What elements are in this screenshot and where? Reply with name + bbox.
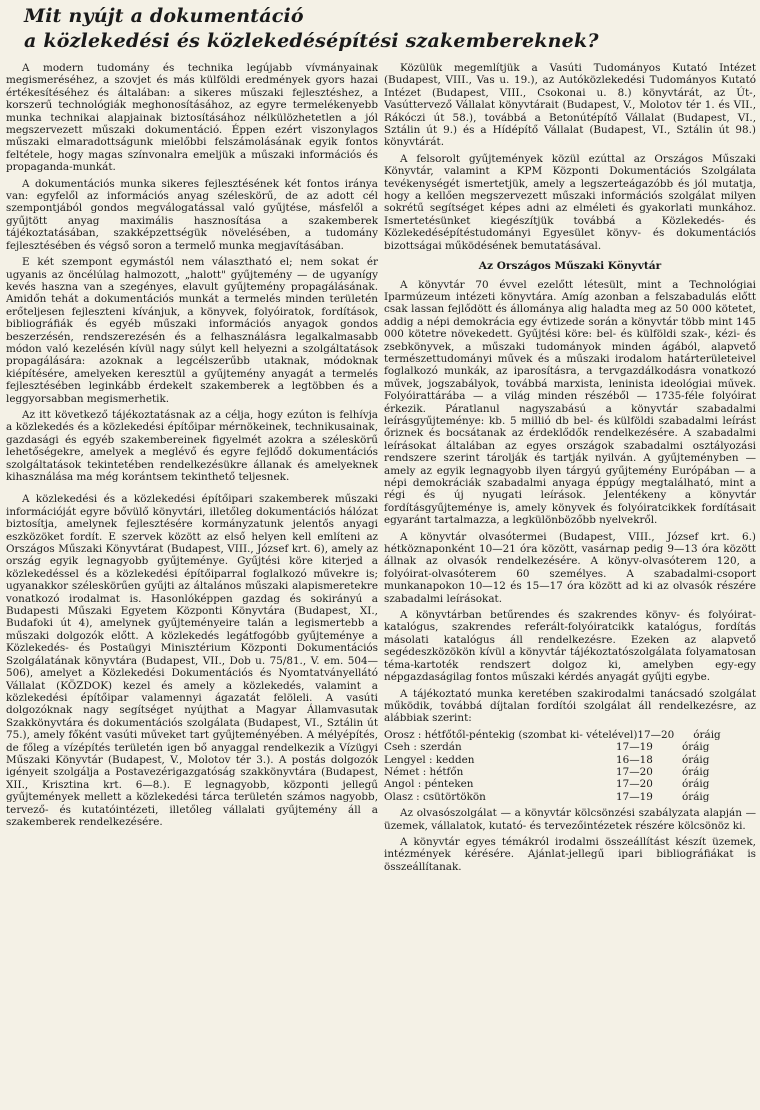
translation-schedule <box>384 729 756 803</box>
schedule-row <box>384 766 756 778</box>
schedule-tail: óráig <box>682 778 710 791</box>
schedule-day: Cseh : szerdán <box>384 741 462 754</box>
schedule-row <box>384 778 756 790</box>
schedule-hours: 17—19 <box>616 741 653 754</box>
schedule-row <box>384 729 756 741</box>
paragraph: A könyvtár 70 évvel ezelőtt létesült, mint a Technológiai Iparmúzeum intézeti könyvtára. Amíg azonban a felszabadulás előtt csak lassan fejlődött és állománya alig haladta meg az 50 000 kötetet, addig a népi demokrácia egy évtizede során a könyvtár több mint 145 000 kötetre növekedett. Gyűjtési köre: bel- és külföldi szak-, kézi- és zsebkönyvek, a műszaki tudományok minden ágából, alapvető természettudományi művek és a műszaki irodalom határterületeivel foglalkozó munkák, az iparosításra, a tervgazdálkodásra vonatkozó művek, jogszabályok, továbbá marxista, leninista ideológiai művek. Folyóirattárába — a világ minden részéből — 1735-féle folyóirat érkezik. Páratlanul nagyszabású a könyvtár szabadalmi leírásgyűjteménye: kb. 5 millió db bel- és külföldi szabadalmi leírást őriznek és bocsátanak az érdeklődők rendelkezésére. A szabadalmi leírásokat általában az egyes országok szabadalmi osztályozási rendszere szerint tárolják és tartják nyilván. A gyűjteményben — amely az egyik legnagyobb ilyen tárgyú gyűjtemény Európában — a népi demokráciák szabadalmi anyaga éppúgy megtalálható, mint a régi és új nyugati leírások. Jelentékeny a könyvtár fordításgyűjteménye is, amely könyvek és folyóiratcikkek fordításait egyaránt tartalmazza, a legkülönbözőbb nyelvekről. <box>384 278 756 527</box>
right-column <box>384 62 756 1106</box>
schedule-tail: óráig <box>693 728 721 741</box>
schedule-tail: óráig <box>682 753 710 766</box>
paragraph: Közülük megemlítjük a Vasúti Tudományos Kutató Intézet (Budapest, VIII., Vas u. 19.), az Autóközlekedési Tudományos Kutató Intézet (Budapest, VIII., Csokonai u. 8.) könyvtárát, az Út-, Vasúttervező Vállalat könyvtárait (Budapest, V., Molotov tér 1. és VII., Rákóczi út 58.), továbbá a Betonútépítő Vállalat (Budapest, VI., Sztálin út 9.) és a Hídépítő Vállalat (Budapest, VI., Sztálin út 98.) könyvtárát. <box>384 62 756 149</box>
schedule-hours: 17—19 <box>616 790 653 803</box>
section-heading: Az Országos Műszaki Könyvtár <box>478 260 662 273</box>
left-column <box>6 62 378 1106</box>
paragraph: A felsorolt gyűjtemények közül ezúttal az Országos Műszaki Könyvtár, valamint a KPM Központi Dokumentációs Szolgálata tevékenységét ismertetjük, amely a legszerteágazóbb és jól mutatja, hogy a kellően megszervezett műszaki információs szolgálat milyen sokrétű segítséget képes adni az elméleti és gyakorlati munkához. Ismertetésünket kiegészítjük továbbá a Közlekedés- és Közlekedésépítéstudományi Egyesület könyv- és dokumentációs bizottságai működésének bemutatásával. <box>384 152 756 252</box>
paragraph: A könyvtár olvasótermei (Budapest, VIII., József krt. 6.) hétköznaponként 10—21 óra között, vasárnap pedig 9—13 óra között állnak az olvasók rendelkezésére. A könyv-olvasóterem 120, a folyóirat-olvasóterem 60 személyes. A szabadalmi-csoport munkanapokon 10—12 és 15—17 óra között ad ki az olvasók részére szabadalmi leírásokat. <box>384 530 756 605</box>
schedule-day: Lengyel : kedden <box>384 753 475 766</box>
paragraph: A tájékoztató munka keretében szakirodalmi tanácsadó szolgálat működik, továbbá díjtalan fordítói szolgálat áll rendelkezésre, az alábbiak szerint: <box>384 687 756 725</box>
paragraph: A könyvtár egyes témákról irodalmi összeállítást készít üzemek, intézmények kérésére. Ajánlat-jellegű ipari bibliográfiákat is összeállítanak. <box>384 835 756 873</box>
schedule-day: Német : hétfőn <box>384 765 464 778</box>
schedule-tail: óráig <box>682 790 710 803</box>
paragraph: E két szempont egymástól nem választható el; nem sokat ér ugyanis az öncélúlag halmozott, „halott" gyűjtemény — de ugyanígy kevés haszna van a szegényes, elavult gyűjtemény propagálásának. Amidőn tehát a dokumentációs munkát a termelés minden területén erőteljesen fejleszteni kívánjuk, a könyvek, folyóiratok, fordítások, bibliográfiák és egyéb műszaki információs anyagok gondos beszerzésén, rendszerezésén és a felhasználásra legalkalmasabb módon való kezelésén kívül nagy súlyt kell helyezni a szolgáltatások propagálására: azoknak a legcélszerűbb utaknak, módoknak kiépítésére, amelyeken keresztül a gyűjtemény anyagát a termelés fejlesztésében leginkább érdekelt szakemberek a legtöbben és a leggyorsabban megismerhetik. <box>6 256 378 405</box>
article-title <box>24 4 744 54</box>
paragraph: A dokumentációs munka sikeres fejlesztésének két fontos iránya van: egyfelől az információs anyag széleskörű, de az adott cél szempontjából gondos megválogatással való gyűjtése, másfelől a gyűjtött anyag maximális hasznosítása a szakemberek tájékoztatásában, szakképzettségük növelésében, a tudomány fejlesztésében és végső soron a termelő munka megjavításában. <box>6 177 378 252</box>
paragraph: Az olvasószolgálat — a könyvtár kölcsönzési szabályzata alapján — üzemek, vállalatok, kutató- és tervezőintézetek részére kölcsönöz ki. <box>384 807 756 832</box>
paragraph: A könyvtárban betűrendes és szakrendes könyv- és folyóirat-katalógus, szakrendes referált-folyóiratcikk katalógus, fordítás másolati katalógus áll rendelkezésre. Ezeken az alapvető segédeszközökön kívül a könyvtár tájékoztatószolgálata folyamatosan téma-kartoték rendszert dolgoz ki, amelyben egy-egy népgazdaságilag fontos műszaki kérdés anyagát gyűjti egybe. <box>384 609 756 684</box>
paragraph: A közlekedési és a közlekedési építőipari szakemberek műszaki információját egyre bővülő könyvtári, illetőleg dokumentációs hálózat biztosítja, amelynek fejlesztésére kormányzatunk jelentős anyagi eszközöket fordít. E szervek között az első helyen kell említeni az Országos Műszaki Könyvtárat (Budapest, VIII., József krt. 6), amely az ország egyik legnagyobb gyűjteménye. Gyűjtési köre kiterjed a közlekedéssel és a közlekedési építőiparral foglalkozó művekre is; ugyanakkor széleskörűen gyűjti az általános műszaki alapismeretekre vonatkozó irodalmat is. Hasonlóképpen gazdag és sokirányú a Budapesti Műszaki Egyetem Központi Könyvtára (Budapest, XI., Budafoki út 4), amelynek gyűjteményeire talán a legismertebb a műszaki dolgozók előtt. A közlekedés legátfogóbb gyűjteménye a Közlekedés- és Postaügyi Minisztérium Központi Dokumentációs Szolgálatának könyvtára (Budapest, VII., Dob u. 75/81., V. em. 504—506), amelyet a Közlekedési Dokumentációs és Nyomtatványellátó Vállalat (KÖZDOK) kezel és amely a közlekedés, valamint a közlekedési építőipar valamennyi ágazatát felöleli. A vasúti dolgozóknak nagy segítséget nyújthat a Magyar Államvasutak Szakkönyvtára és dokumentációs szolgálata (Budapest, VI., Sztálin út 75.), amely főként vasúti műveket tart gyűjteményében. A mélyépítés, de főleg a vízépítés területén igen bő anyaggal rendelkezik a Vízügyi Műszaki Könyvtár (Budapest, V., Molotov tér 3.). A postás dolgozók igényeit szolgálja a Postavezérigazgatóság szakkönyvtára (Budapest, XII., Krisztina krt. 6—8.). E legnagyobb, központi jellegű gyűjtemények mellett a közlekedési tárca területén számos nagyobb, tervező- és kutatóintézeti, illetőleg vállalati gyűjtemény áll a szakemberek rendelkezésére. <box>6 493 378 828</box>
schedule-hours: 17—20 <box>616 778 653 791</box>
schedule-tail: óráig <box>682 765 710 778</box>
schedule-row <box>384 754 756 766</box>
schedule-day: Angol : pénteken <box>384 778 474 791</box>
schedule-hours: 16—18 <box>616 753 653 766</box>
schedule-day: Orosz : hétfőtől-péntekig (szombat ki- vételével) <box>384 728 638 741</box>
title-line-2: a közlekedési és közlekedésépítési szakembereknek? <box>24 30 599 52</box>
schedule-hours: 17—20 <box>637 728 675 741</box>
schedule-day: Olasz : csütörtökön <box>384 790 486 803</box>
schedule-row <box>384 791 756 803</box>
paragraph: A modern tudomány és technika legújabb vívmányainak megismeréséhez, a szovjet és más külföldi eredmények gyors hazai értékesítéséhez és általában: a sikeres műszaki fejlesztéshez, a korszerű technológiák meghonosításához, az egyre termelékenyebb munka technikai alapjainak biztosításához nélkülözhetetlen a jól megszervezett műszaki dokumentáció. Éppen ezért viszonylagos műszaki elmaradottságunk mielőbbi felszámolásának egyik fontos feltétele, hogy magas színvonalra emeljük a műszaki információs és propaganda-munkát. <box>6 62 378 174</box>
title-line-1: Mit nyújt a dokumentáció <box>24 5 304 27</box>
schedule-row <box>384 741 756 753</box>
schedule-tail: óráig <box>682 741 710 754</box>
paragraph: Az itt következő tájékoztatásnak az a célja, hogy ezúton is felhívja a közlekedés és a közlekedési építőipar mérnökeinek, technikusainak, gazdasági és egyéb szakembereinek figyelmét azokra a széleskörű lehetőségekre, amelyek a meglévő és egyre fejlődő dokumentációs szolgáltatások tekintetében rendelkezésükre állanak és amelyeknek kihasználása ma még korántsem tekinthető teljesnek. <box>6 408 378 483</box>
schedule-hours: 17—20 <box>616 765 653 778</box>
